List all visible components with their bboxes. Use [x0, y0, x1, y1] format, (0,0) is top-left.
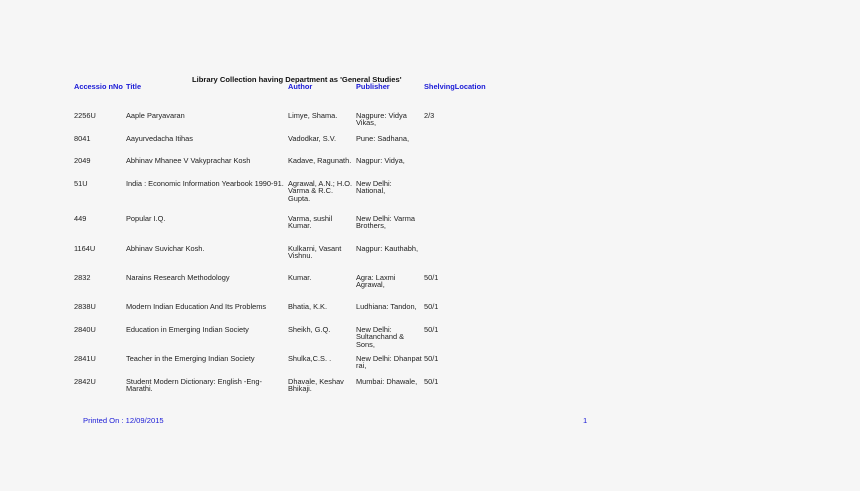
- title-cell: Modern Indian Education And Its Problems: [126, 302, 267, 311]
- publisher-cell: Nagpure: Vidya Vikas,: [356, 111, 407, 128]
- author-cell: Shulka,C.S. .: [288, 354, 332, 363]
- author-cell: Varma, sushil Kumar.: [288, 214, 333, 231]
- author-cell: Sheikh, G.Q.: [288, 325, 331, 334]
- header-accession: Accessio nNo: [74, 82, 123, 91]
- author-cell: Dhavale, Keshav Bhikaji.: [288, 377, 344, 394]
- header-publisher: Publisher: [356, 82, 390, 91]
- shelving-location-cell: 50/1: [424, 354, 439, 363]
- report-title: Library Collection having Department as 'General Studies': [192, 75, 402, 84]
- title-cell: India : Economic Information Yearbook 1990-91.: [126, 179, 284, 188]
- publisher-cell: Ludhiana: Tandon,: [356, 302, 417, 311]
- accession-cell: 2256U: [74, 111, 96, 120]
- shelving-location-cell: 50/1: [424, 302, 439, 311]
- publisher-cell: Pune: Sadhana,: [356, 134, 410, 143]
- publisher-cell: Nagpur: Vidya,: [356, 156, 405, 165]
- header-author: Author: [288, 82, 313, 91]
- accession-cell: 2840U: [74, 325, 96, 334]
- shelving-location-cell: 50/1: [424, 377, 439, 386]
- author-cell: Agrawal, A.N.; H.O. Varma & R.C. Gupta.: [288, 179, 353, 203]
- page-number: 1: [583, 416, 588, 425]
- publisher-cell: New Delhi: Dhanpat rai,: [356, 354, 422, 371]
- accession-cell: 8041: [74, 134, 91, 143]
- accession-cell: 449: [74, 214, 87, 223]
- title-cell: Student Modern Dictionary: English -Eng-Marathi.: [126, 377, 262, 394]
- author-cell: Bhatia, K.K.: [288, 302, 328, 311]
- author-cell: Kadave, Ragunath.: [288, 156, 352, 165]
- accession-cell: 2841U: [74, 354, 96, 363]
- accession-cell: 2049: [74, 156, 91, 165]
- accession-cell: 51U: [74, 179, 88, 188]
- title-cell: Popular I.Q.: [126, 214, 166, 223]
- publisher-cell: Mumbai: Dhawale,: [356, 377, 418, 386]
- publisher-cell: New Delhi: National,: [356, 179, 392, 196]
- publisher-cell: New Delhi: Varma Brothers,: [356, 214, 416, 231]
- author-cell: Kulkarni, Vasant Vishnu.: [288, 244, 342, 261]
- title-cell: Education in Emerging Indian Society: [126, 325, 249, 334]
- printed-on-date: Printed On : 12/09/2015: [83, 416, 164, 425]
- header-title: Title: [126, 82, 142, 91]
- publisher-cell: Agra: Laxmi Agrawal,: [356, 273, 396, 290]
- title-cell: Teacher in the Emerging Indian Society: [126, 354, 255, 363]
- shelving-location-cell: 50/1: [424, 325, 439, 334]
- title-cell: Aaple Paryavaran: [126, 111, 185, 120]
- author-cell: Vadodkar, S.V.: [288, 134, 337, 143]
- publisher-cell: New Delhi: Sultanchand & Sons,: [356, 325, 405, 349]
- accession-cell: 2832: [74, 273, 91, 282]
- header-shelving-location: ShelvingLocation: [424, 82, 486, 91]
- shelving-location-cell: 50/1: [424, 273, 439, 282]
- title-cell: Abhinav Suvichar Kosh.: [126, 244, 205, 253]
- shelving-location-cell: 2/3: [424, 111, 435, 120]
- title-cell: Aayurvedacha Itihas: [126, 134, 193, 143]
- author-cell: Kumar.: [288, 273, 312, 282]
- accession-cell: 1164U: [74, 244, 96, 253]
- author-cell: Limye, Shama.: [288, 111, 338, 120]
- title-cell: Abhinav Mhanee V Vakyprachar Kosh: [126, 156, 251, 165]
- accession-cell: 2838U: [74, 302, 96, 311]
- accession-cell: 2842U: [74, 377, 96, 386]
- title-cell: Narains Research Methodology: [126, 273, 230, 282]
- publisher-cell: Nagpur: Kauthabh,: [356, 244, 419, 253]
